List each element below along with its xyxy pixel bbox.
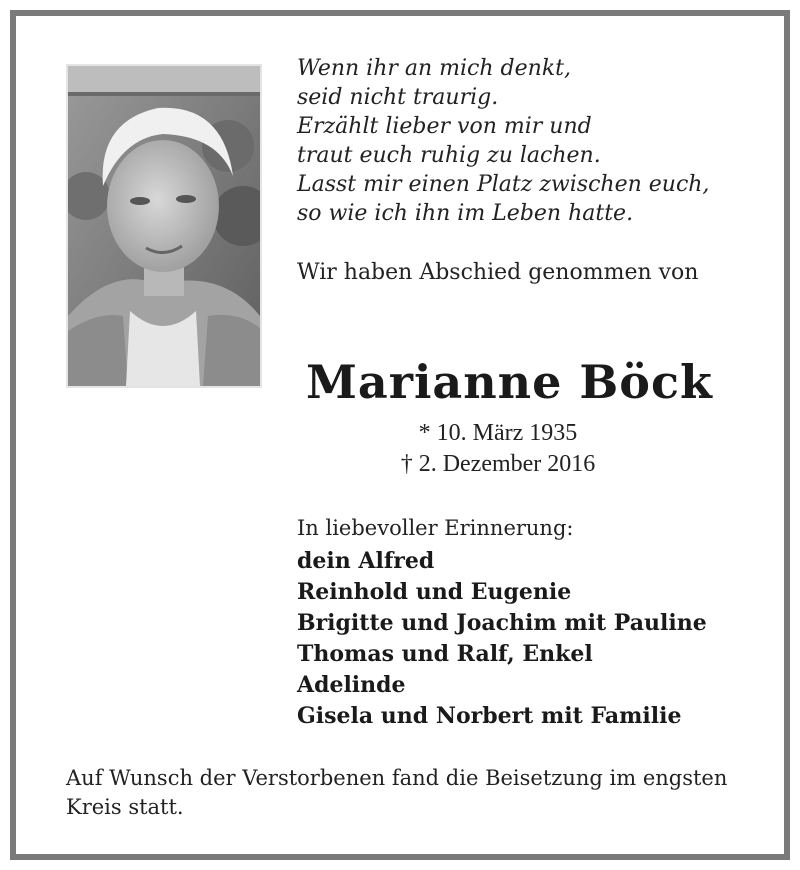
mourners-list xyxy=(297,546,707,732)
poem xyxy=(297,54,709,228)
deceased-name: Marianne Böck xyxy=(306,355,713,409)
poem-line: Erzählt lieber von mir und xyxy=(297,114,592,139)
poem-line: so wie ich ihn im Leben hatte. xyxy=(297,201,634,226)
poem-line: Wenn ihr an mich denkt, xyxy=(297,56,571,81)
poem-line: seid nicht traurig. xyxy=(297,85,499,110)
poem-line: Lasst mir einen Platz zwischen euch, xyxy=(297,172,710,197)
mourner-entry: Adelinde xyxy=(297,672,406,698)
poem-line: traut euch ruhig zu lachen. xyxy=(297,143,601,168)
mourner-entry: Brigitte und Joachim mit Pauline xyxy=(297,610,707,636)
mourner-entry: Gisela und Norbert mit Familie xyxy=(297,703,682,729)
birth-date: * 10. März 1935 xyxy=(418,420,578,446)
burial-note: Auf Wunsch der Verstorbenen fand die Beisetzung im engsten Kreis statt. xyxy=(66,766,728,819)
mourner-entry: Thomas und Ralf, Enkel xyxy=(297,641,593,667)
farewell-text: Wir haben Abschied genommen von xyxy=(297,260,699,285)
life-dates xyxy=(368,418,628,480)
death-date: † 2. Dezember 2016 xyxy=(400,451,596,477)
mourners-intro: In liebevoller Erinnerung: xyxy=(297,516,574,540)
mourner-entry: Reinhold und Eugenie xyxy=(297,579,572,605)
portrait-photo xyxy=(66,64,262,388)
mourner-entry: dein Alfred xyxy=(297,548,435,574)
portrait-image xyxy=(68,66,260,386)
